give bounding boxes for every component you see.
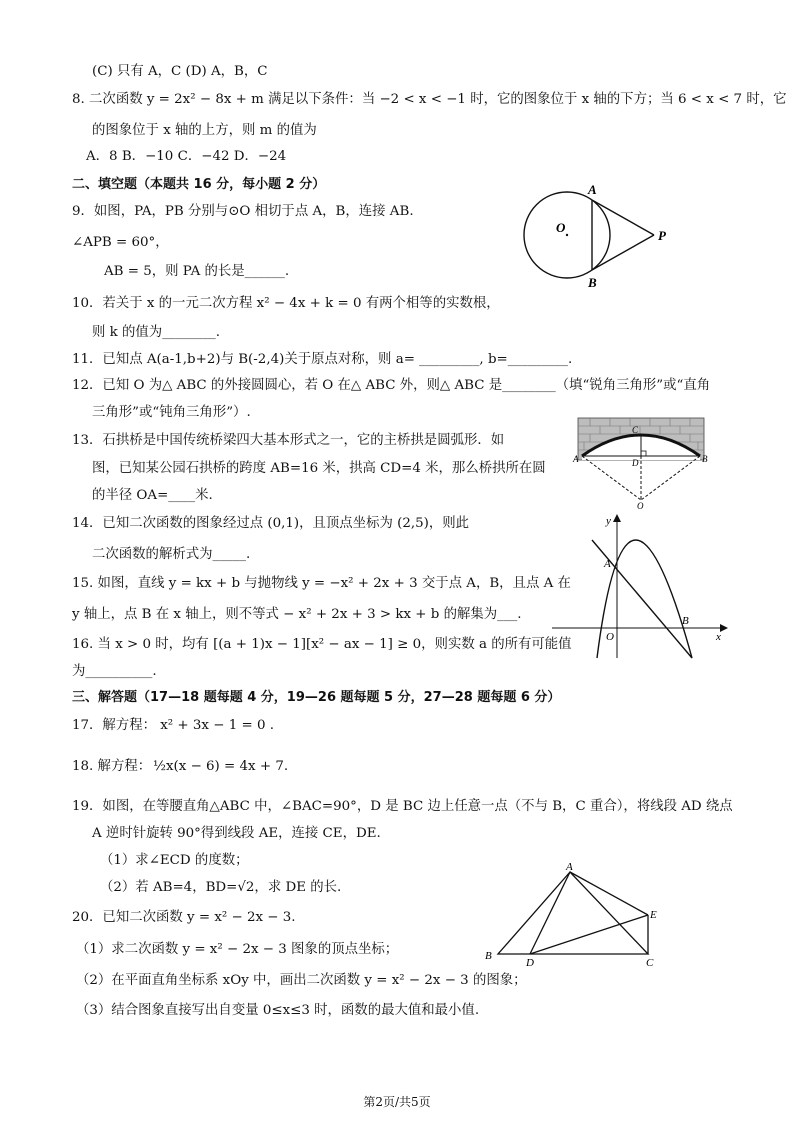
- q14-line1: 14．已知二次函数的图象经过点 (0,1)，且顶点坐标为 (2,5)，则此: [72, 516, 470, 531]
- q17: 17．解方程： x² + 3x − 1 = 0 .: [72, 718, 274, 733]
- section-solve-heading: 三、解答题（17—18 题每题 4 分，19—26 题每题 5 分，27—28 题每题 6 分）: [72, 690, 561, 705]
- label-d: D: [526, 957, 534, 969]
- q8-line2: 的图象位于 x 轴的上方，则 m 的值为: [92, 123, 317, 138]
- q11: 11．已知点 A(a-1,b+2)与 B(-2,4)关于原点对称，则 a= _________, b=_________.: [72, 352, 573, 367]
- q20-part2: （2）在平面直角坐标系 xOy 中，画出二次函数 y = x² − 2x − 3 的图象；: [76, 973, 527, 988]
- label-a: A: [573, 454, 579, 464]
- q8-options: A．8 B．−10 C．−42 D．−24: [86, 149, 287, 164]
- q18-label: 18. 解方程：: [72, 759, 152, 774]
- q10-line1: 10．若关于 x 的一元二次方程 x² − 4x + k = 0 有两个相等的实数根，: [72, 296, 500, 311]
- q13-line1: 13．石拱桥是中国传统桥梁四大基本形式之一，它的主桥拱是圆弧形．如: [72, 433, 505, 448]
- label-x: x: [716, 631, 721, 643]
- q15-line2: y 轴上，点 B 在 x 轴上，则不等式 − x² + 2x + 3 > kx + b 的解集为___.: [72, 607, 522, 622]
- q9-line3: AB = 5，则 PA 的长是______.: [104, 264, 290, 279]
- q9-line2: ∠APB = 60°，: [72, 235, 169, 250]
- q12-line2: 三角形”或“钝角三角形”）.: [92, 405, 251, 420]
- q16-line2: 为__________.: [72, 664, 157, 679]
- page-footer: 第2页/共5页: [363, 1095, 431, 1109]
- label-p: P: [658, 228, 666, 243]
- label-c: C: [632, 425, 639, 435]
- label-a: A: [566, 862, 573, 873]
- q15-line1: 15. 如图，直线 y = kx + b 与抛物线 y = −x² + 2x + 3 交于点 A，B，且点 A 在: [72, 576, 571, 591]
- q13-line3: 的半径 OA=____米.: [92, 488, 213, 503]
- triangle-rotation-figure: [480, 862, 670, 976]
- q10-line2: 则 k 的值为________.: [92, 325, 221, 340]
- label-o: O: [556, 220, 566, 235]
- label-o: O: [637, 501, 644, 511]
- arch-bridge-figure: [570, 414, 720, 518]
- label-d: D: [632, 458, 639, 468]
- q19-part2: （2）若 AB=4，BD=√2，求 DE 的长.: [100, 880, 342, 895]
- label-a: A: [588, 182, 597, 197]
- label-y: y: [606, 515, 611, 527]
- parabola-line-graph: [552, 510, 732, 664]
- q19-line1: 19．如图，在等腰直角△ABC 中，∠BAC=90°，D 是 BC 边上任意一点（不与 B，C 重合），将线段 AD 绕点: [72, 799, 733, 814]
- q13-line2: 图，已知某公园石拱桥的跨度 AB=16 米，拱高 CD=4 米，那么桥拱所在圆: [92, 461, 546, 476]
- q12-line1: 12．已知 O 为△ ABC 的外接圆圆心，若 O 在△ ABC 外，则△ ABC 是________（填“锐角三角形”或“直角: [72, 378, 711, 393]
- label-b: B: [588, 275, 597, 290]
- q9-line1: 9．如图，PA，PB 分别与⊙O 相切于点 A，B，连接 AB.: [72, 204, 414, 219]
- q19-part1: （1）求∠ECD 的度数；: [100, 853, 249, 868]
- q18-equation: ½x(x − 6) = 4x + 7.: [153, 759, 289, 774]
- q19-line2: A 逆时针旋转 90°得到线段 AE，连接 CE，DE.: [92, 826, 381, 841]
- circle-tangent-figure: [516, 180, 676, 296]
- label-e: E: [650, 909, 657, 921]
- label-o: O: [606, 631, 614, 643]
- q16-line1: 16. 当 x > 0 时，均有 [(a + 1)x − 1][x² − ax − 1] ≥ 0，则实数 a 的所有可能值: [72, 637, 572, 652]
- section-fill-blank-heading: 二、填空题（本题共 16 分，每小题 2 分）: [72, 177, 326, 192]
- q14-line2: 二次函数的解析式为_____.: [92, 547, 251, 562]
- label-a: A: [604, 558, 611, 570]
- q20-part3: （3）结合图象直接写出自变量 0≤x≤3 时，函数的最大值和最小值.: [76, 1003, 480, 1018]
- q20-part1: （1）求二次函数 y = x² − 2x − 3 图象的顶点坐标；: [76, 942, 399, 957]
- label-b: B: [702, 454, 708, 464]
- q7-options: (C) 只有 A，C (D) A，B，C: [92, 64, 268, 79]
- label-c: C: [646, 957, 654, 969]
- label-b: B: [682, 615, 689, 627]
- q20-line1: 20．已知二次函数 y = x² − 2x − 3.: [72, 910, 296, 925]
- label-b: B: [485, 950, 492, 962]
- q8-line1: 8. 二次函数 y = 2x² − 8x + m 满足以下条件：当 −2 < x < −1 时，它的图象位于 x 轴的下方；当 6 < x < 7 时，它: [72, 92, 787, 107]
